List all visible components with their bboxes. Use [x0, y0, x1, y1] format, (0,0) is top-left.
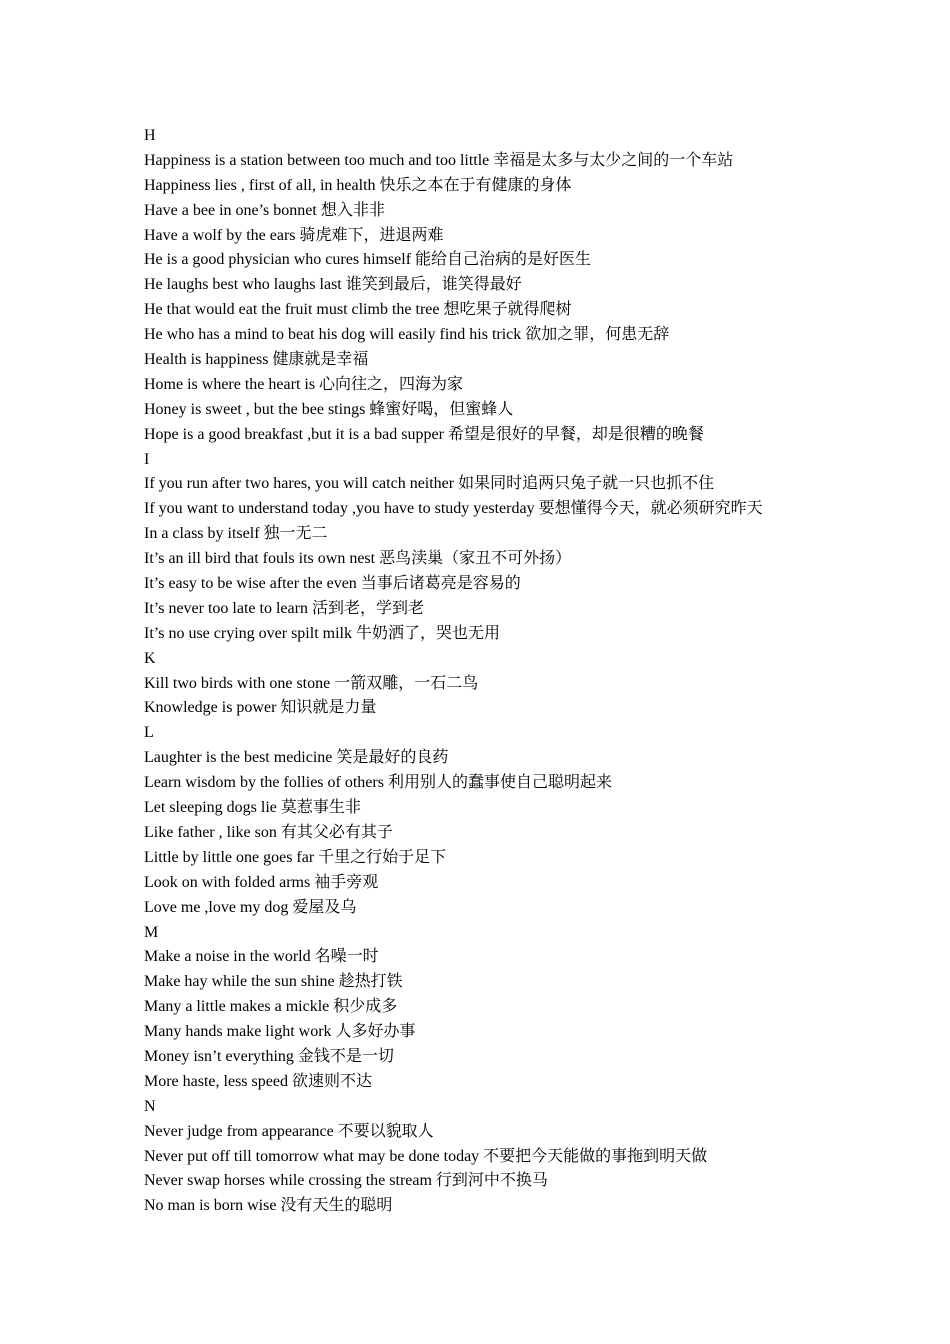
proverb-line: Little by little one goes far 千里之行始于足下: [144, 848, 447, 866]
proverb-line: Happiness is a station between too much and too little 幸福是太多与太少之间的一个车站: [144, 151, 734, 169]
section-heading-h: H: [144, 127, 156, 144]
proverb-line: He that would eat the fruit must climb the tree 想吃果子就得爬树: [144, 301, 572, 319]
proverb-line: He who has a mind to beat his dog will easily find his trick 欲加之罪，何患无辞: [144, 326, 670, 344]
proverb-line: Many hands make light work 人多好办事: [144, 1023, 416, 1041]
proverb-line: Knowledge is power 知识就是力量: [144, 699, 377, 717]
proverb-line: If you run after two hares, you will catch neither 如果同时追两只兔子就一只也抓不住: [144, 475, 715, 493]
proverb-line: No man is born wise 没有天生的聪明: [144, 1197, 393, 1215]
proverb-line: Money isn’t everything 金钱不是一切: [144, 1047, 394, 1065]
proverb-line: Never swap horses while crossing the stream 行到河中不换马: [144, 1172, 548, 1190]
proverb-line: Look on with folded arms 袖手旁观: [144, 873, 379, 891]
proverb-line: Kill two birds with one stone 一箭双雕，一石二鸟: [144, 674, 479, 692]
section-heading-n: N: [144, 1097, 156, 1115]
proverb-line: Make hay while the sun shine 趁热打铁: [144, 973, 403, 991]
section-heading-k: K: [144, 649, 156, 667]
proverb-line: Health is happiness 健康就是幸福: [144, 351, 369, 369]
proverb-line: Never put off till tomorrow what may be done today 不要把今天能做的事拖到明天做: [144, 1147, 708, 1165]
proverb-line: He laughs best who laughs last 谁笑到最后，谁笑得最好: [144, 276, 522, 294]
section-heading-l: L: [144, 724, 154, 742]
proverb-line: Honey is sweet , but the bee stings 蜂蜜好喝，但蜜蜂人: [144, 400, 514, 418]
proverb-line: If you want to understand today ,you have to study yesterday 要想懂得今天，就必须研究昨天: [144, 500, 763, 518]
proverb-line: It’s an ill bird that fouls its own nest 恶鸟渎巢（家丑不可外扬）: [144, 550, 572, 568]
proverb-line: It’s never too late to learn 活到老，学到老: [144, 599, 424, 617]
proverb-line: Happiness lies , first of all, in health 快乐之本在于有健康的身体: [144, 176, 572, 194]
proverb-line: More haste, less speed 欲速则不达: [144, 1072, 372, 1090]
proverb-line: Love me ,love my dog 爱屋及乌: [144, 898, 357, 916]
section-heading-m: M: [144, 923, 159, 941]
proverb-line: Have a bee in one’s bonnet 想入非非: [144, 201, 385, 219]
proverb-line: It’s no use crying over spilt milk 牛奶洒了，哭也无用: [144, 624, 500, 642]
proverb-line: Many a little makes a mickle 积少成多: [144, 998, 398, 1016]
proverb-line: Make a noise in the world 名噪一时: [144, 948, 379, 966]
proverb-line: Learn wisdom by the follies of others 利用别人的蠢事使自己聪明起来: [144, 774, 612, 792]
proverb-line: He is a good physician who cures himself 能给自己治病的是好医生: [144, 251, 592, 269]
proverb-line: Hope is a good breakfast ,but it is a bad supper 希望是很好的早餐，却是很糟的晚餐: [144, 425, 704, 443]
proverb-line: Let sleeping dogs lie 莫惹事生非: [144, 799, 361, 817]
proverb-line: Like father , like son 有其父必有其子: [144, 823, 393, 841]
proverb-line: Laughter is the best medicine 笑是最好的良药: [144, 749, 449, 767]
proverb-line: Have a wolf by the ears 骑虎难下，进退两难: [144, 226, 444, 244]
proverb-line: Never judge from appearance 不要以貌取人: [144, 1122, 434, 1140]
proverb-line: Home is where the heart is 心向往之，四海为家: [144, 375, 464, 393]
proverb-list: [144, 124, 924, 1219]
section-heading-i: I: [144, 450, 150, 468]
proverb-line: In a class by itself 独一无二: [144, 525, 328, 543]
proverb-line: It’s easy to be wise after the even 当事后诸葛亮是容易的: [144, 575, 521, 593]
